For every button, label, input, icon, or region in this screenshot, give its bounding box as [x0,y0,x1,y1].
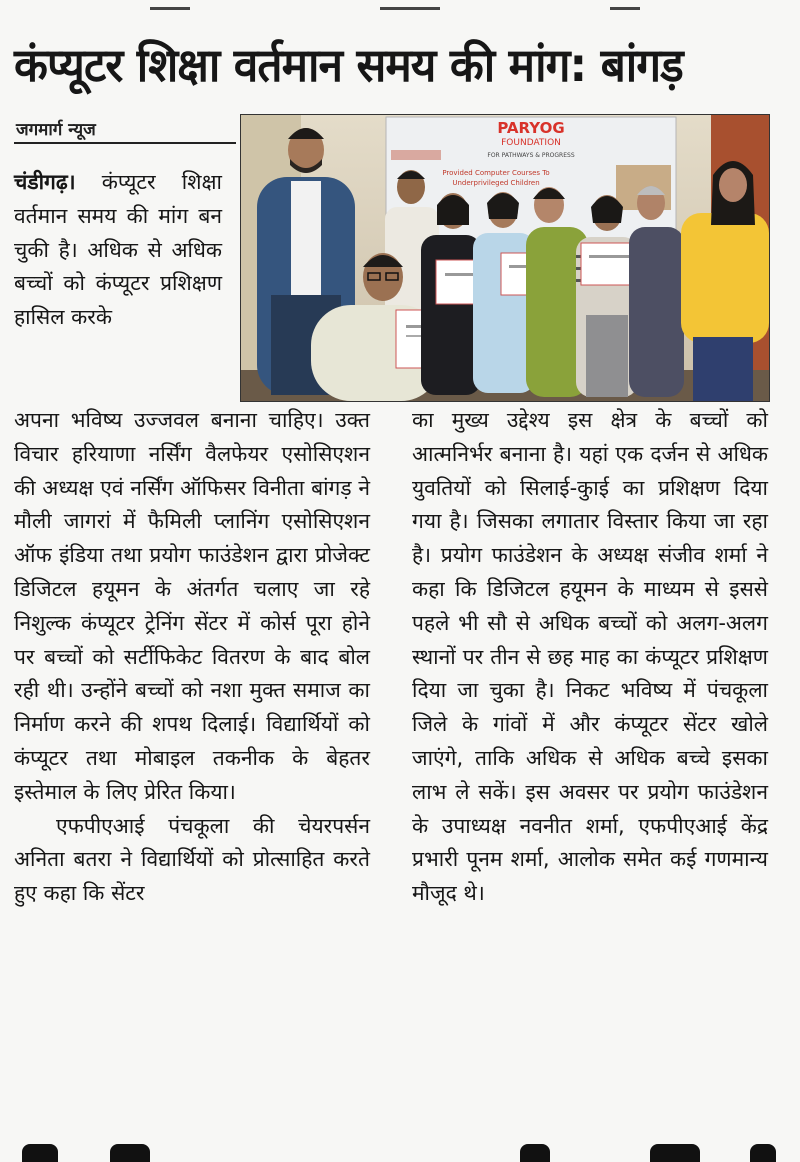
banner-brand: PARYOG [497,119,565,137]
left-paragraph-2: एफपीएआई पंचकूला की चेयरपर्सन अनिता बतरा ने विद्यार्थियों को प्रोत्साहित करते हुए कहा कि सेंटर [14,813,370,906]
column-intro [14,166,222,335]
column-right [412,404,768,911]
byline-underline [14,142,236,144]
right-paragraph-1: का मुख्य उद्देश्य इस क्षेत्र के बच्चों को आत्मनिर्भर बनाना है। यहां एक दर्जन से अधिक युवतियों को सिलाई-कुाई का प्रशिक्षण दिया गया है। जिसका लगातार विस्तार किया जा रहा है। प्रयोग फाउंडेशन के अध्यक्ष संजीव शर्मा ने कहा कि डिजिटल हयूमन के माध्यम से इससे पहले भी सौ से अधिक बच्चों को अलग-अलग स्थानों पर तीन से छह माह का कंप्यूटर प्रशिक्षण दिया जा चुका है। निकट भविष्य में पंचकूला जिले के गांवों में और कंप्यूटर सेंटर खोले जाएंगे, ताकि अधिक से अधिक बच्चे इसका लाभ ले सकें। इस अवसर पर प्रयोग फाउंडेशन के उपाध्यक्ष नवनीत शर्मा, एफपीएआई केंद्र प्रभारी पूनम शर्मा, आलोक समेत कई गणमान्य मौजूद थे। [412,408,768,906]
banner-line-2: Underprivileged Children [452,179,540,187]
article-byline: जगमार्ग न्यूज [16,120,96,140]
column-left [14,404,370,911]
banner-brand-2: FOUNDATION [501,138,561,148]
banner-tagline: FOR PATHWAYS & PROGRESS [487,152,575,159]
next-headline-mark [22,1144,58,1162]
intro-paragraph [14,166,222,335]
next-headline-edge [0,1140,800,1162]
article-photo [240,114,770,402]
dateline: चंडीगढ़। [14,170,76,194]
next-headline-mark [520,1144,550,1162]
previous-article-edge [0,0,800,8]
next-headline-mark [110,1144,150,1162]
left-paragraph-1: अपना भविष्य उज्जवल बनाना चाहिए। उक्त विचार हरियाणा नर्सिंग वैलफेयर एसोसिएशन की अध्यक्ष एवं नर्सिंग ऑफिसर विनीता बांगड़ ने मौली जागरां में फैमिली प्लानिंग एसोसिएशन ऑफ इंडिया तथा प्रयोग फाउंडेशन द्वारा प्रोजेक्ट डिजिटल हयूमन के अंतर्गत चलाए जा रहे निशुल्क कंप्यूटर ट्रेनिंग सेंटर में कोर्स पूरा होने पर बच्चों को सर्टीफिकेट वितरण के बाद बोल रही थी। उन्होंने बच्चों को नशा मुक्त समाज का निर्माण करने की शपथ दिलाई। विद्यार्थियों को कंप्यूटर तथा मोबाइल तकनीक के बेहतर इस्तेमाल के लिए प्रेरित किया। [14,408,370,804]
intro-text: कंप्यूटर शिक्षा वर्तमान समय की मांग बन चुकी है। अधिक से अधिक बच्चों को कंप्यूटर प्रशिक्षण हासिल करके [14,170,222,330]
next-headline-mark [750,1144,776,1162]
event-photo-illustration [241,115,769,401]
article-headline: कंप्यूटर शिक्षा वर्तमान समय की मांग: बांगड़ [14,38,683,92]
banner-line: Provided Computer Courses To [442,169,550,177]
previous-article-marks [0,7,800,15]
next-headline-mark [650,1144,700,1162]
